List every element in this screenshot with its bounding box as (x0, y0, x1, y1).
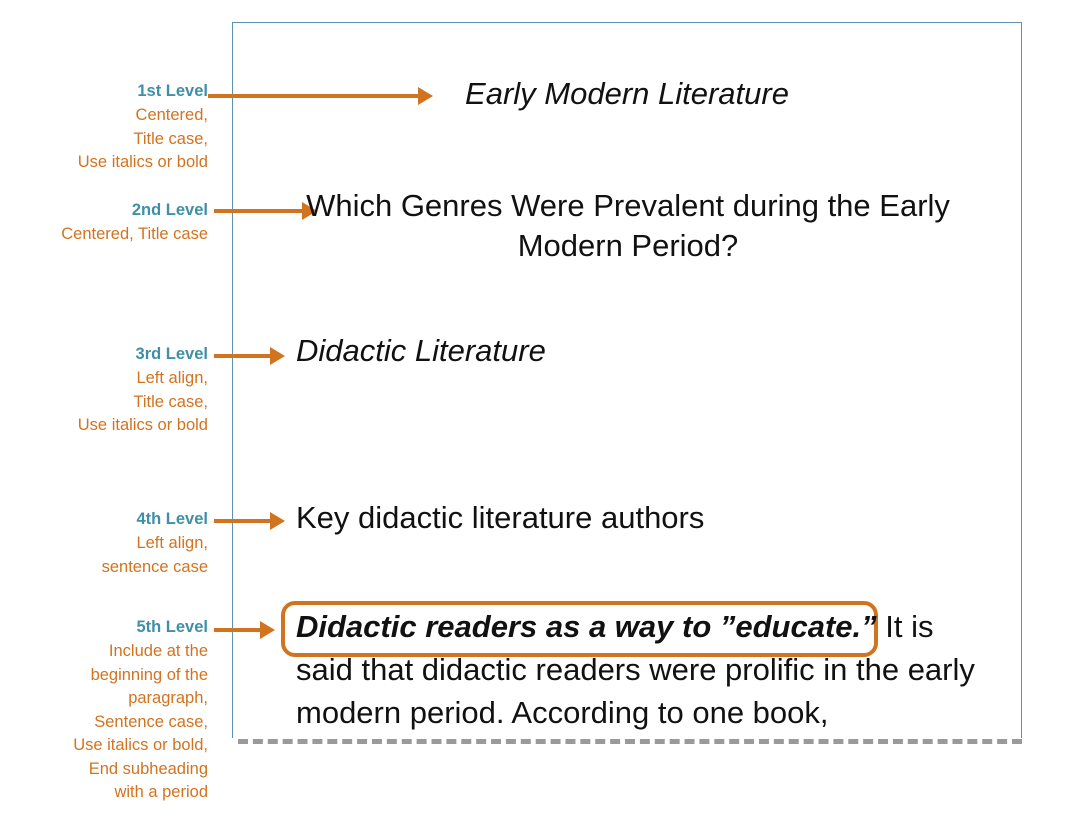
annotation-level-4-label: 4th Level (136, 510, 208, 528)
annotation-level-1-label: 1st Level (137, 82, 208, 100)
annotation-level-5-description: Include at the beginning of the paragraph, Sentence case, Use italics or bold, End subheading with a period (73, 642, 208, 801)
annotation-level-2-description: Centered, Title case (61, 225, 208, 244)
annotation-level-1-description: Centered, Title case, Use italics or bold (77, 106, 208, 172)
document-heading-5-body: It is said that didactic readers were prolific in the early modern period. According to one book, (296, 609, 975, 730)
annotation-level-3-description: Left align, Title case, Use italics or bold (77, 369, 208, 435)
arrow-level-5 (214, 628, 262, 632)
page-bottom-dashed-rule (238, 739, 1022, 744)
document-heading-3: Didactic Literature (296, 333, 546, 368)
annotation-level-1 (18, 80, 208, 175)
annotation-level-5 (18, 616, 208, 804)
arrow-level-3 (214, 354, 272, 358)
annotation-level-3 (18, 343, 208, 438)
document-heading-5-paragraph (296, 606, 996, 734)
document-heading-2: Which Genres Were Prevalent during the Early Modern Period? (306, 188, 950, 263)
document-heading-1: Early Modern Literature (465, 76, 789, 111)
annotation-level-3-label: 3rd Level (135, 345, 208, 363)
arrow-level-4 (214, 519, 272, 523)
annotation-level-5-label: 5th Level (136, 618, 208, 636)
document-heading-4: Key didactic literature authors (296, 500, 705, 535)
annotation-level-2 (18, 199, 208, 247)
annotation-level-4-description: Left align, sentence case (101, 534, 208, 576)
annotation-level-2-label: 2nd Level (131, 201, 208, 219)
document-heading-5-run-in: Didactic readers as a way to ”educate.” (296, 609, 877, 644)
annotation-level-4 (18, 508, 208, 579)
